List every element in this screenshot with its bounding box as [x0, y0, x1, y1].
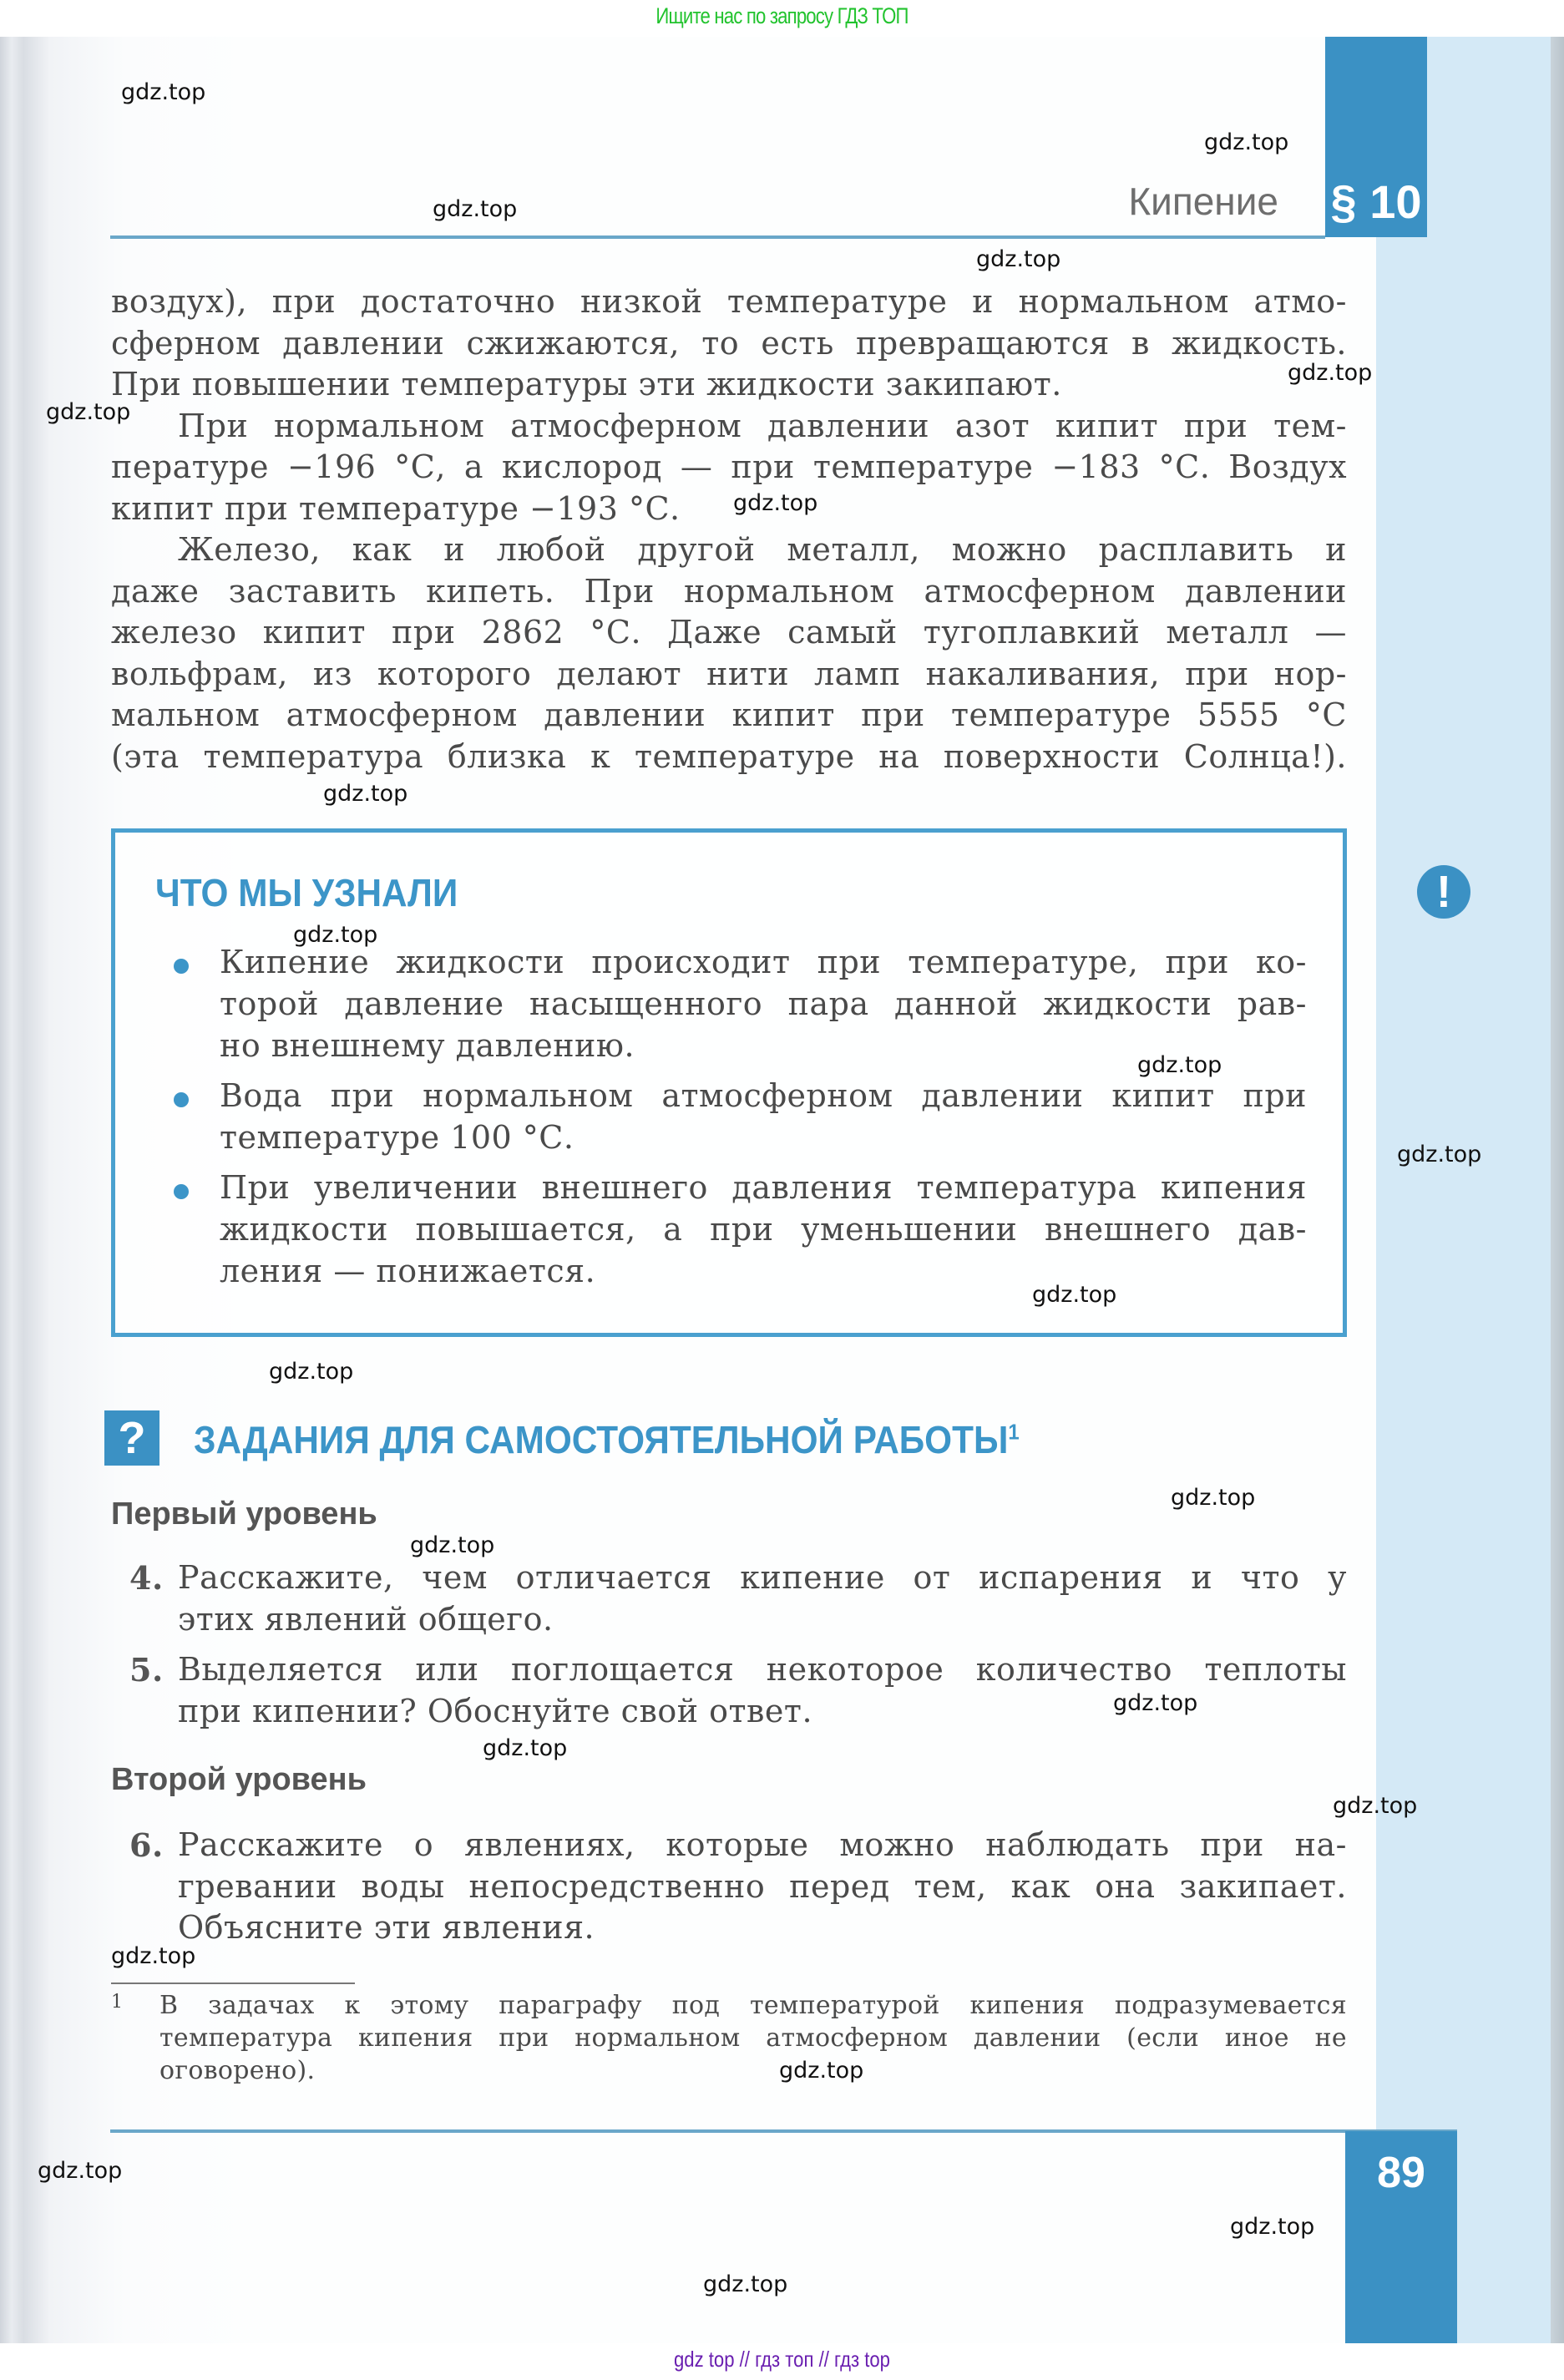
footnote-divider [111, 1982, 355, 1984]
watermark: gdz.top [269, 1359, 354, 1385]
watermark: gdz.top [111, 1943, 196, 1969]
body-line: железо кипит при 2862 °С. Даже самый тугоплавкий металл — [111, 614, 1347, 651]
exclamation-icon: ! [1417, 865, 1470, 919]
footer-divider [110, 2129, 1457, 2133]
watermark: gdz.top [38, 2158, 123, 2184]
watermark: gdz.top [1397, 1142, 1482, 1167]
task-line: Расскажите о явлениях, которые можно наблюдать при на- [178, 1826, 1347, 1863]
summary-title: ЧТО МЫ УЗНАЛИ [155, 871, 458, 914]
section-number: § 10 [1330, 175, 1422, 228]
task-line: гревании воды непосредственно перед тем, как она закипает. [178, 1867, 1347, 1905]
footnote [111, 1989, 1347, 2087]
tasks-title [194, 1417, 1020, 1462]
watermark: gdz.top [1113, 1690, 1198, 1716]
summary-line: температуре 100 °С. [220, 1119, 574, 1156]
watermark: gdz.top [433, 196, 518, 222]
page-title: Кипение [1128, 180, 1278, 223]
summary-line: Вода при нормальном атмосферном давлении кипит при [220, 1077, 1307, 1114]
task-line: Выделяется или поглощается некоторое количество теплоты [178, 1651, 1347, 1688]
banner-text: Ищите нас по запросу ГДЗ ТОП [655, 3, 909, 28]
bullet-icon [174, 959, 189, 974]
body-line: даже заставить кипеть. При нормальном атмосферном давлении [111, 572, 1347, 610]
task-line: Расскажите, чем отличается кипение от испарения и что у [178, 1559, 1347, 1596]
watermark: gdz.top [1230, 2214, 1315, 2240]
task-item [129, 1825, 1347, 1949]
body-line: При повышении температуры эти жидкости закипают. [111, 366, 1062, 403]
body-line: кипит при температуре −193 °С. [111, 489, 681, 527]
watermark: gdz.top [1171, 1485, 1256, 1511]
watermark: gdz.top [1288, 360, 1373, 386]
body-line: сферном давлении сжижаются, то есть превращаются в жидкость. [111, 324, 1347, 362]
section-tab [1325, 37, 1427, 237]
level-heading: Второй уровень [111, 1762, 367, 1797]
watermark: gdz.top [46, 399, 131, 425]
watermark: gdz.top [121, 79, 206, 105]
summary-line: При увеличении внешнего давления температура кипения [220, 1169, 1307, 1206]
task-number: 6. [129, 1826, 164, 1864]
summary-item [220, 1075, 1307, 1158]
watermark: gdz.top [293, 922, 378, 948]
side-column-bottom [1457, 2131, 1551, 2343]
body-line: вольфрам, из которого делают нити ламп накаливания, при нор- [111, 655, 1347, 692]
task-line: этих явлений общего. [178, 1600, 554, 1638]
header-divider [110, 235, 1325, 239]
summary-line: торой давление насыщенного пара данной жидкости рав- [220, 985, 1307, 1022]
watermark: gdz.top [1333, 1793, 1418, 1819]
footnote-ref: 1 [1008, 1419, 1020, 1445]
footnote-mark: 1 [111, 1992, 124, 2013]
task-line: Объясните эти явления. [178, 1909, 595, 1946]
footnote-line: В задачах к этому параграфу под температурой кипения подразумевается [159, 1991, 1347, 2020]
watermark: gdz.top [779, 2058, 864, 2084]
body-line: пературе −196 °С, а кислород — при температуре −183 °С. Воздух [111, 448, 1347, 485]
summary-line: Кипение жидкости происходит при температуре, при ко- [220, 944, 1307, 980]
top-banner [0, 0, 1564, 37]
bullet-icon [174, 1184, 189, 1199]
body-line: (эта температура близка к температуре на поверхности Солнца!). [111, 737, 1347, 775]
page-number-tab [1345, 2131, 1457, 2343]
page-edge [1551, 37, 1564, 2343]
summary-line: ления — понижается. [220, 1253, 596, 1289]
watermark: gdz.top [410, 1532, 495, 1558]
summary-line: жидкости повышается, а при уменьшении внешнего дав- [220, 1211, 1307, 1248]
summary-item [220, 1167, 1307, 1292]
page-number: 89 [1377, 2149, 1425, 2197]
tasks-title-text: ЗАДАНИЯ ДЛЯ САМОСТОЯТЕЛЬНОЙ РАБОТЫ [194, 1418, 1009, 1461]
body-line: Железо, как и любой другой металл, можно расплавить и [178, 531, 1347, 568]
watermark: gdz.top [703, 2271, 788, 2297]
summary-box [111, 828, 1347, 1337]
watermark: gdz.top [483, 1735, 568, 1761]
summary-line: но внешнему давлению. [220, 1027, 635, 1064]
watermark: gdz.top [1032, 1282, 1117, 1308]
watermark: gdz.top [976, 246, 1061, 272]
body-line: воздух), при достаточно низкой температуре и нормальном атмо- [111, 283, 1347, 320]
task-number: 5. [129, 1651, 164, 1689]
level-heading: Первый уровень [111, 1496, 377, 1532]
watermark: gdz.top [733, 490, 818, 516]
summary-item [220, 941, 1307, 1066]
watermark: gdz.top [323, 781, 408, 807]
body-text [111, 281, 1347, 777]
bullet-icon [174, 1092, 189, 1107]
task-item [129, 1557, 1347, 1640]
footnote-line: температура кипения при нормальном атмосферном давлении (если иное не [159, 2023, 1347, 2053]
side-column [1376, 237, 1551, 2343]
footnote-line: оговорено). [159, 2056, 316, 2085]
task-number: 4. [129, 1559, 164, 1597]
watermark: gdz.top [1204, 129, 1289, 155]
question-icon: ? [104, 1410, 159, 1466]
task-line: при кипении? Обоснуйте свой ответ. [178, 1692, 813, 1729]
footer-text: gdz top // гдз топ // гдз top [674, 2347, 890, 2372]
body-line: мальном атмосферном давлении кипит при температуре 5555 °С [111, 696, 1347, 733]
watermark: gdz.top [1137, 1052, 1222, 1078]
side-column-top [1427, 37, 1551, 237]
body-line: При нормальном атмосферном давлении азот кипит при тем- [178, 407, 1347, 444]
